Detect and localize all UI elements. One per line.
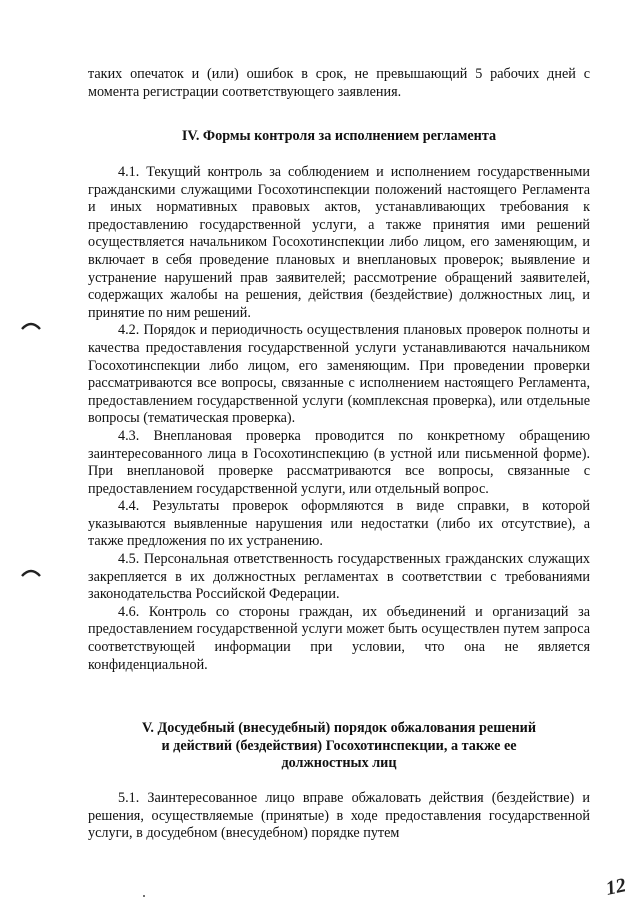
- paragraph-4-3: 4.3. Внеплановая проверка проводится по конкретному обращению заинтересованного лица в Госохотинспекцию (в устной или письменной форме). При внеплановой проверке рассматриваются все вопросы, связанные с предоставлением государственной услуги, или отдельный вопрос.: [88, 427, 590, 497]
- paragraph-4-6: 4.6. Контроль со стороны граждан, их объединений и организаций за предоставлением государственной услуги может быть осуществлен путем запроса соответствующей информации при условии, что она не является конфиденциальной.: [88, 603, 590, 673]
- section-4-body: [88, 164, 590, 674]
- section-5-body: [88, 790, 590, 843]
- intro-paragraph: таких опечаток и (или) ошибок в срок, не превышающий 5 рабочих дней с момента регистрации соответствующего заявления.: [88, 66, 590, 100]
- scan-artifact-dot: [143, 895, 145, 897]
- section-5-heading: [88, 720, 590, 773]
- paragraph-4-1: 4.1. Текущий контроль за соблюдением и исполнением государственными гражданскими служащими Госохотинспекции положений настоящего Регламента и иных нормативных правовых актов, устанавливающих требования к предоставлению государственной услуги, а также принятия ими решений осуществляется начальником Госохотинспекции либо лицом, его заменяющим, и включает в себя проведение плановых и внеплановых проверок; выявление и устранение нарушений прав заявителей; рассмотрение обращений заявителей, содержащих жалобы на решения, действия (бездействие) должностных лиц, и принятие по ним решений.: [88, 164, 590, 321]
- section-5-heading-line-3: должностных лиц: [281, 755, 397, 772]
- section-4-heading: IV. Формы контроля за исполнением регламента: [181, 128, 497, 144]
- paragraph-4-2: 4.2. Порядок и периодичность осуществления плановых проверок полноты и качества предоставления государственной услуги устанавливаются начальником Госохотинспекции либо лицом, его заменяющим. При проведении проверки рассматриваются все вопросы, связанные с исполнением настоящего Регламента, предоставлением государственной услуги (комплексная проверка), или отдельные вопросы (тематическая проверка).: [88, 322, 590, 427]
- punch-hole-mark-icon: [20, 567, 42, 577]
- paragraph-4-4: 4.4. Результаты проверок оформляются в виде справки, в которой указываются выявленные нарушения или недостатки (либо их отсутствие), а также предложения по их устранению.: [88, 498, 590, 550]
- paragraph-5-1: 5.1. Заинтересованное лицо вправе обжаловать действия (бездействие) и решения, осуществляемые (принятые) в ходе предоставления государственной услуги, в досудебном (внесудебном) порядке путем: [88, 790, 590, 842]
- section-5-heading-line-2: и действий (бездействия) Госохотинспекции, а также ее: [161, 737, 517, 754]
- intro-continuation: [88, 66, 590, 101]
- punch-hole-mark-icon: [20, 320, 42, 330]
- section-5-heading-line-1: V. Досудебный (внесудебный) порядок обжалования решений: [142, 720, 536, 736]
- page-number: 12: [603, 874, 628, 900]
- paragraph-4-5: 4.5. Персональная ответственность государственных гражданских служащих закрепляется в их должностных регламентах в соответствии с требованиями законодательства Российской Федерации.: [88, 551, 590, 603]
